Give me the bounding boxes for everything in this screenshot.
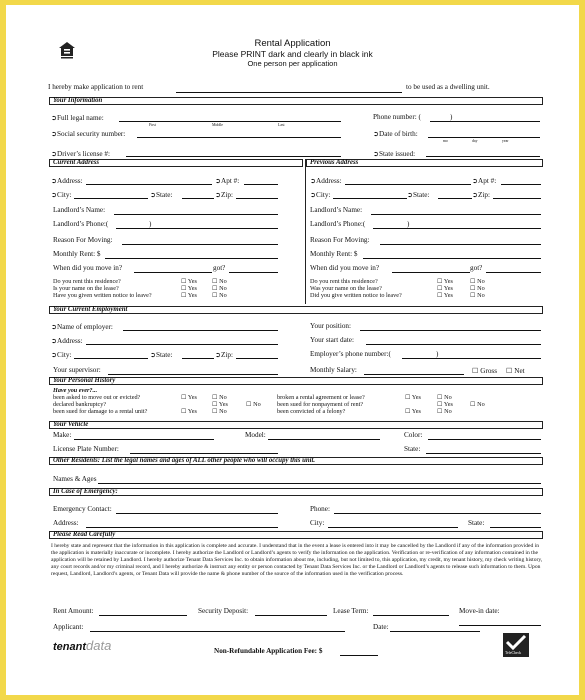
prev-reason-field[interactable] bbox=[380, 244, 541, 245]
cur-q3-no[interactable]: ☐ No bbox=[212, 292, 227, 299]
names-ages-field[interactable] bbox=[98, 483, 541, 484]
plate-label: License Plate Number: bbox=[53, 445, 119, 453]
section-current-address: Current Address bbox=[49, 159, 303, 167]
last-name-label: Last bbox=[278, 123, 285, 127]
state-issued-field[interactable] bbox=[426, 156, 540, 157]
history-q1-yes[interactable]: ☐ Yes bbox=[181, 394, 197, 401]
prev-address-field[interactable] bbox=[345, 184, 471, 185]
gross-checkbox[interactable]: ☐ Gross bbox=[472, 367, 498, 375]
prev-rent-label: Monthly Rent: $ bbox=[310, 250, 358, 258]
emp-phone-label: Employer’s phone number:( bbox=[310, 350, 391, 358]
employer-label: ➲Name of employer: bbox=[51, 323, 113, 331]
phone-paren: ) bbox=[450, 113, 453, 121]
history-q3-no[interactable]: ☐ No bbox=[212, 408, 227, 415]
cur-zip-field[interactable] bbox=[236, 198, 278, 199]
cur-q1-yes[interactable]: ☐ Yes bbox=[181, 278, 197, 285]
rental-address-field[interactable] bbox=[176, 92, 402, 93]
middle-name-label: Middle bbox=[212, 123, 223, 127]
emergency-state-label: State: bbox=[468, 519, 485, 527]
history-q6-no[interactable]: ☐ No bbox=[437, 408, 452, 415]
prev-landlord-phone-label: Landlord’s Phone:( bbox=[310, 220, 366, 228]
prev-q2-yes[interactable]: ☐ Yes bbox=[437, 285, 453, 292]
cur-q3-yes[interactable]: ☐ Yes bbox=[181, 292, 197, 299]
full-name-field[interactable] bbox=[119, 121, 341, 122]
section-employment: Your Current Employment bbox=[49, 306, 543, 314]
emp-address-label: ➲Address: bbox=[51, 337, 83, 345]
cur-landlord-name-field[interactable] bbox=[114, 214, 278, 215]
history-q4-no[interactable]: ☐ No bbox=[437, 394, 452, 401]
section-emergency: In Case of Emergency: bbox=[49, 488, 543, 496]
emergency-contact-label: Emergency Contact: bbox=[53, 505, 112, 513]
history-q5-label: been sued for nonpayment of rent? bbox=[277, 401, 364, 408]
prev-rent-field[interactable] bbox=[363, 258, 541, 259]
history-q1-no[interactable]: ☐ No bbox=[212, 394, 227, 401]
cur-landlord-phone-paren: ) bbox=[149, 220, 152, 228]
move-in-date-field[interactable] bbox=[459, 625, 541, 626]
position-label: Your position: bbox=[310, 322, 352, 330]
history-q2-no[interactable]: ☐ No bbox=[246, 401, 261, 408]
tenant-data-logo: tenantdata bbox=[53, 638, 112, 653]
cur-reason-field[interactable] bbox=[122, 244, 278, 245]
cur-moved-in-label: When did you move in? bbox=[53, 264, 123, 272]
page-subtitle: Please PRINT dark and clearly in black ink bbox=[212, 49, 373, 59]
emp-zip-label: ➲Zip: bbox=[215, 351, 234, 359]
section-vehicle: Your Vehicle bbox=[49, 421, 543, 429]
fee-label: Non-Refundable Application Fee: $ bbox=[214, 647, 323, 655]
prev-reason-label: Reason For Moving: bbox=[310, 236, 370, 244]
model-label: Model: bbox=[245, 431, 266, 439]
page-subtitle-2: One person per application bbox=[247, 59, 338, 68]
move-in-date-label: Move-in date: bbox=[459, 607, 500, 615]
cur-apt-label: ➲Apt #: bbox=[215, 177, 240, 185]
cur-landlord-phone-label: Landlord’s Phone:( bbox=[53, 220, 109, 228]
cur-city-label: ➲City: bbox=[51, 191, 72, 199]
history-q4-yes[interactable]: ☐ Yes bbox=[405, 394, 421, 401]
emp-zip-field[interactable] bbox=[236, 358, 278, 359]
dob-field[interactable] bbox=[428, 137, 540, 138]
cur-rent-field[interactable] bbox=[105, 258, 278, 259]
dob-mo-label: mo bbox=[443, 139, 448, 143]
apply-left-text: I hereby make application to rent bbox=[48, 83, 144, 91]
cur-reason-label: Reason For Moving: bbox=[53, 236, 113, 244]
emergency-address-field[interactable] bbox=[86, 527, 278, 528]
phone-field[interactable] bbox=[430, 121, 540, 122]
lease-term-label: Lease Term: bbox=[333, 607, 369, 615]
emp-address-field[interactable] bbox=[86, 344, 278, 345]
prev-got-field[interactable] bbox=[486, 272, 541, 273]
dl-label: ➲Driver’s license #: bbox=[51, 150, 110, 158]
section-other-residents: Other Residents: List the legal names and ages of ALL other people who will occupy this unit. bbox=[49, 457, 543, 465]
prev-apt-label: ➲Apt #: bbox=[472, 177, 497, 185]
emp-city-label: ➲City: bbox=[51, 351, 72, 359]
history-q2-label: declared bankruptcy? bbox=[53, 401, 107, 408]
salary-label: Monthly Salary: bbox=[310, 366, 357, 374]
vehicle-state-label: State: bbox=[404, 445, 421, 453]
date-field[interactable] bbox=[390, 631, 480, 632]
net-checkbox[interactable]: ☐ Net bbox=[506, 367, 525, 375]
prev-got-label: got? bbox=[470, 264, 483, 272]
rent-amount-field[interactable] bbox=[99, 615, 187, 616]
section-previous-address: Previous Address bbox=[306, 159, 543, 167]
prev-q2-label: Was your name on the lease? bbox=[310, 285, 382, 292]
history-q6-label: been convicted of a felony? bbox=[277, 408, 346, 415]
lease-term-field[interactable] bbox=[373, 615, 449, 616]
emergency-city-label: City: bbox=[310, 519, 325, 527]
cur-got-label: got? bbox=[213, 264, 226, 272]
section-your-information: Your Information bbox=[49, 97, 543, 105]
ssn-field[interactable] bbox=[137, 137, 341, 138]
prev-q3-yes[interactable]: ☐ Yes bbox=[437, 292, 453, 299]
prev-zip-field[interactable] bbox=[493, 198, 541, 199]
prev-state-label: ➲State: bbox=[407, 191, 430, 199]
prev-zip-label: ➲Zip: bbox=[472, 191, 491, 199]
cur-city-field[interactable] bbox=[74, 198, 148, 199]
emergency-address-label: Address: bbox=[53, 519, 79, 527]
applicant-signature-field[interactable] bbox=[90, 631, 345, 632]
prev-landlord-name-label: Landlord’s Name: bbox=[310, 206, 363, 214]
color-field[interactable] bbox=[428, 439, 541, 440]
prev-q1-label: Do you rent this residence? bbox=[310, 278, 378, 285]
prev-state-field[interactable] bbox=[438, 198, 472, 199]
security-deposit-field[interactable] bbox=[255, 615, 327, 616]
history-q6-yes[interactable]: ☐ Yes bbox=[405, 408, 421, 415]
cur-q2-yes[interactable]: ☐ Yes bbox=[181, 285, 197, 292]
supervisor-label: Your supervisor: bbox=[53, 366, 101, 374]
cur-state-label: ➲State: bbox=[150, 191, 173, 199]
section-personal-history: Your Personal History bbox=[49, 377, 543, 385]
prev-q3-no[interactable]: ☐ No bbox=[470, 292, 485, 299]
emergency-city-field[interactable] bbox=[328, 527, 458, 528]
history-q5-yes[interactable]: ☐ Yes bbox=[437, 401, 453, 408]
make-field[interactable] bbox=[74, 439, 214, 440]
emergency-contact-field[interactable] bbox=[116, 513, 278, 514]
emp-state-label: ➲State: bbox=[150, 351, 173, 359]
cur-q2-label: Is your name on the lease? bbox=[53, 285, 119, 292]
prev-apt-field[interactable] bbox=[501, 184, 541, 185]
prev-moved-in-field[interactable] bbox=[392, 272, 470, 273]
cur-address-label: ➲Address: bbox=[51, 177, 83, 185]
vehicle-state-field[interactable] bbox=[426, 453, 541, 454]
prev-q1-yes[interactable]: ☐ Yes bbox=[437, 278, 453, 285]
prev-city-label: ➲City: bbox=[310, 191, 331, 199]
names-ages-label: Names & Ages bbox=[53, 475, 97, 483]
emp-city-field[interactable] bbox=[74, 358, 148, 359]
have-you-ever-label: Have you ever?... bbox=[53, 387, 98, 394]
emergency-phone-label: Phone: bbox=[310, 505, 330, 513]
cur-q1-label: Do you rent this residence? bbox=[53, 278, 121, 285]
color-label: Color: bbox=[404, 431, 423, 439]
cur-landlord-phone-field[interactable] bbox=[116, 228, 278, 229]
full-name-label: ➲Full legal name: bbox=[51, 114, 104, 122]
fee-field[interactable] bbox=[340, 655, 378, 656]
prev-landlord-phone-paren: ) bbox=[407, 220, 410, 228]
cur-apt-field[interactable] bbox=[244, 184, 278, 185]
prev-q2-no[interactable]: ☐ No bbox=[470, 285, 485, 292]
applicant-label: Applicant: bbox=[53, 623, 84, 631]
plate-field[interactable] bbox=[130, 453, 278, 454]
emp-phone-field[interactable] bbox=[402, 358, 541, 359]
page-title: Rental Application bbox=[254, 38, 331, 49]
history-q5-no[interactable]: ☐ No bbox=[470, 401, 485, 408]
cur-zip-label: ➲Zip: bbox=[215, 191, 234, 199]
cur-address-field[interactable] bbox=[86, 184, 212, 185]
prev-q3-label: Did you give written notice to leave? bbox=[310, 292, 402, 299]
rent-amount-label: Rent Amount: bbox=[53, 607, 94, 615]
position-field[interactable] bbox=[360, 330, 541, 331]
prev-q1-no[interactable]: ☐ No bbox=[470, 278, 485, 285]
history-q2-yes[interactable]: ☐ Yes bbox=[212, 401, 228, 408]
cur-moved-in-field[interactable] bbox=[134, 272, 212, 273]
cur-landlord-name-label: Landlord’s Name: bbox=[53, 206, 106, 214]
emp-state-field[interactable] bbox=[182, 358, 214, 359]
history-q4-label: broken a rental agreement or lease? bbox=[277, 394, 365, 401]
salary-field[interactable] bbox=[364, 374, 464, 375]
security-deposit-label: Security Deposit: bbox=[198, 607, 249, 615]
address-divider bbox=[305, 159, 306, 304]
prev-moved-in-label: When did you move in? bbox=[310, 264, 380, 272]
ssn-label: ➲Social security number: bbox=[51, 130, 126, 138]
cur-state-field[interactable] bbox=[182, 198, 214, 199]
cur-q2-no[interactable]: ☐ No bbox=[212, 285, 227, 292]
emergency-state-field[interactable] bbox=[490, 527, 541, 528]
first-name-label: First bbox=[149, 123, 156, 127]
cur-q3-label: Have you given written notice to leave? bbox=[53, 292, 152, 299]
cur-q1-no[interactable]: ☐ No bbox=[212, 278, 227, 285]
section-read-carefully: Please Read Carefully bbox=[49, 531, 543, 539]
emergency-phone-field[interactable] bbox=[334, 513, 541, 514]
history-q3-label: been sued for damage to a rental unit? bbox=[53, 408, 148, 415]
start-date-label: Your start date: bbox=[310, 336, 354, 344]
cur-got-field[interactable] bbox=[229, 272, 278, 273]
date-label: Date: bbox=[373, 623, 389, 631]
cur-rent-label: Monthly Rent: $ bbox=[53, 250, 101, 258]
history-q3-yes[interactable]: ☐ Yes bbox=[181, 408, 197, 415]
apply-right-text: to be used as a dwelling unit. bbox=[406, 83, 490, 91]
supervisor-field[interactable] bbox=[108, 374, 278, 375]
prev-landlord-name-field[interactable] bbox=[371, 214, 541, 215]
prev-address-label: ➲Address: bbox=[310, 177, 342, 185]
authorization-paragraph: I hereby state and represent that the information in this application is complete and accurate. I understand that in the event a lease is entered into it may be cancelled by the Landlord if any of the information provided in the application is materially inaccurate or incomplete. I hereby authorize the Landlord or Landlord’s agents to verify the information on the application. Verification or re-verification of any information contained in the application will be retained by Landlord. I hereby authorize Tenant Data Services Inc. to obtain information about me, including, but not limited to, this application, my credit, my tenant history, my check writing history, any court records and/or my criminal record, and I hereby authorize & instruct any entity or person contacted by Tenant Data Services Inc. or the Landlord or Landlord’s agents to release such information to them. Upon request, Landlord, Landlord’s agents, or Tenant Data will provide the name & phone number of the source of the information used in the verification process. bbox=[51, 543, 543, 577]
state-issued-label: ➲State issued: bbox=[373, 150, 416, 158]
dob-label: ➲Date of birth: bbox=[373, 130, 418, 138]
dl-field[interactable] bbox=[126, 156, 341, 157]
dob-day-label: day bbox=[472, 139, 478, 143]
telecheck-logo: TeleCheck bbox=[503, 633, 529, 657]
dob-year-label: year bbox=[502, 139, 509, 143]
model-field[interactable] bbox=[268, 439, 380, 440]
prev-landlord-phone-field[interactable] bbox=[373, 228, 541, 229]
application-page bbox=[6, 5, 579, 695]
start-date-field[interactable] bbox=[366, 344, 541, 345]
phone-label: Phone number: ( bbox=[373, 113, 421, 121]
employer-field[interactable] bbox=[123, 330, 278, 331]
history-q1-label: been asked to move out or evicted? bbox=[53, 394, 141, 401]
prev-city-field[interactable] bbox=[333, 198, 407, 199]
make-label: Make: bbox=[53, 431, 72, 439]
emp-phone-paren: ) bbox=[436, 350, 439, 358]
